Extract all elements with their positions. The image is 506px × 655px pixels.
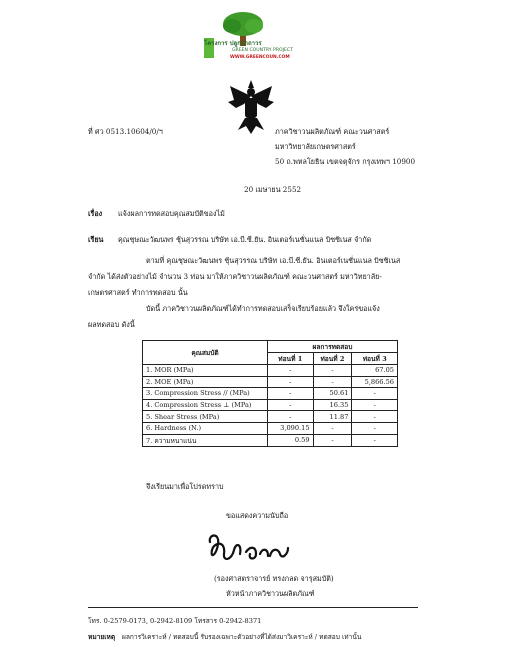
table-row xyxy=(143,411,398,423)
signer-name: (รองศาสตราจารย์ ทรงกลด จารุสมบัติ) xyxy=(214,574,334,583)
property-cell: 4. Compression Stress ⊥ (MPa) xyxy=(143,399,268,411)
property-cell: 7. ความหนาแน่น xyxy=(143,434,268,446)
value-cell: 3,090.15 xyxy=(268,422,314,434)
paragraph-1-line-1: ตามที่ คุณชุษณะวัฒนพร ชุ้นสุวรรณ บริษัท เอ.บี.ซี.ยัน. อินเตอร์เนชั่นแนล บิซซิเนส xyxy=(146,256,401,265)
value-cell: - xyxy=(352,399,398,411)
value-cell: - xyxy=(352,422,398,434)
value-cell: 16.35 xyxy=(313,399,352,411)
paragraph-1-line-2: จำกัด ได้ส่งตัวอย่างไม้ จำนวน 3 ท่อน มาให้ภาควิชาวนผลิตภัณฑ์ คณะวนศาสตร์ มหาวิทยาลัย- xyxy=(88,272,382,281)
logo-name-en: GREEN COUNTRY PROJECT xyxy=(232,48,293,53)
regards-text: ขอแสดงความนับถือ xyxy=(226,511,289,520)
value-cell: - xyxy=(352,434,398,446)
value-cell: - xyxy=(352,388,398,400)
result-header: ผลการทดสอบ xyxy=(268,341,398,353)
logo-url: WWW.GREENCOUN.COM xyxy=(230,55,290,60)
value-cell: - xyxy=(268,399,314,411)
paragraph-2-line-1: บัดนี้ ภาควิชาวนผลิตภัณฑ์ได้ทำการทดสอบเสร็จเรียบร้อยแล้ว จึงใคร่ขอแจ้ง xyxy=(146,304,380,313)
logo-name-thai: โครงการ ปลูกป่าถาวร xyxy=(204,40,262,47)
footer-divider xyxy=(88,607,418,608)
property-cell: 3. Compression Stress // (MPa) xyxy=(143,388,268,400)
signer-title: หัวหน้าภาควิชาวนผลิตภัณฑ์ xyxy=(226,589,315,598)
table-row xyxy=(143,388,398,400)
value-cell: 67.05 xyxy=(352,365,398,377)
property-cell: 1. MOR (MPa) xyxy=(143,365,268,377)
logo-canopy-right xyxy=(245,19,263,33)
note-text: ผลการวิเคราะห์ / ทดสอบนี้ รับรองเฉพาะตัวอย่างที่ได้ส่งมาวิเคราะห์ / ทดสอบ เท่านั้น xyxy=(122,633,362,641)
property-header: คุณสมบัติ xyxy=(143,341,268,365)
sample-3-header: ท่อนที่ 3 xyxy=(352,353,398,365)
value-cell: 11.87 xyxy=(313,411,352,423)
contact-info: โทร. 0-2579-0173, 0-2942-8109 โทรสาร 0-2942-8371 xyxy=(88,617,262,625)
property-cell: 2. MOE (MPa) xyxy=(143,376,268,388)
sender-line-1: ภาควิชาวนผลิตภัณฑ์ คณะวนศาสตร์ xyxy=(275,127,390,136)
value-cell: 50.61 xyxy=(313,388,352,400)
value-cell: - xyxy=(313,376,352,388)
property-cell: 5. Shear Stress (MPa) xyxy=(143,411,268,423)
logo-canopy-left xyxy=(223,19,241,33)
value-cell: - xyxy=(313,422,352,434)
subject-label: เรื่อง xyxy=(88,209,103,218)
letter-date: 20 เมษายน 2552 xyxy=(244,185,302,194)
handwritten-signature xyxy=(206,532,290,566)
table-row xyxy=(143,399,398,411)
value-cell: - xyxy=(268,388,314,400)
value-cell: - xyxy=(352,411,398,423)
sender-line-2: มหาวิทยาลัยเกษตรศาสตร์ xyxy=(275,142,356,151)
sample-1-header: ท่อนที่ 1 xyxy=(268,353,314,365)
note-label: หมายเหตุ xyxy=(88,633,116,641)
property-cell: 6. Hardness (N.) xyxy=(143,422,268,434)
sender-line-3: 50 ถ.พหลโยธิน เขตจตุจักร กรุงเทพฯ 10900 xyxy=(275,157,416,166)
value-cell: 0.59 xyxy=(268,434,314,446)
value-cell: 5,866.56 xyxy=(352,376,398,388)
table-row xyxy=(143,434,398,446)
reference-number: ที่ ศว 0513.10604/0/ฯ xyxy=(88,127,163,136)
table-row xyxy=(143,422,398,434)
paragraph-1-line-3: เกษตรศาสตร์ ทำการทดสอบ นั้น xyxy=(88,288,188,297)
subject-text: แจ้งผลการทดสอบคุณสมบัติของไม้ xyxy=(118,209,225,218)
to-label: เรียน xyxy=(88,235,104,244)
test-results-table xyxy=(142,340,398,447)
sample-2-header: ท่อนที่ 2 xyxy=(313,353,352,365)
closing-text: จึงเรียนมาเพื่อโปรดทราบ xyxy=(146,482,224,491)
garuda-emblem-icon xyxy=(226,78,276,136)
value-cell: - xyxy=(313,365,352,377)
to-text: คุณชุษณะวัฒนพร ชุ้นสุวรรณ บริษัท เอ.บี.ซี.ยัน. อินเตอร์เนชั่นแนล บิซซิเนส จำกัด xyxy=(118,235,372,244)
table-row xyxy=(143,376,398,388)
paragraph-2-line-2: ผลทดสอบ ดังนี้ xyxy=(88,320,135,329)
value-cell: - xyxy=(268,411,314,423)
table-row xyxy=(143,365,398,377)
value-cell: - xyxy=(268,376,314,388)
value-cell: - xyxy=(313,434,352,446)
value-cell: - xyxy=(268,365,314,377)
